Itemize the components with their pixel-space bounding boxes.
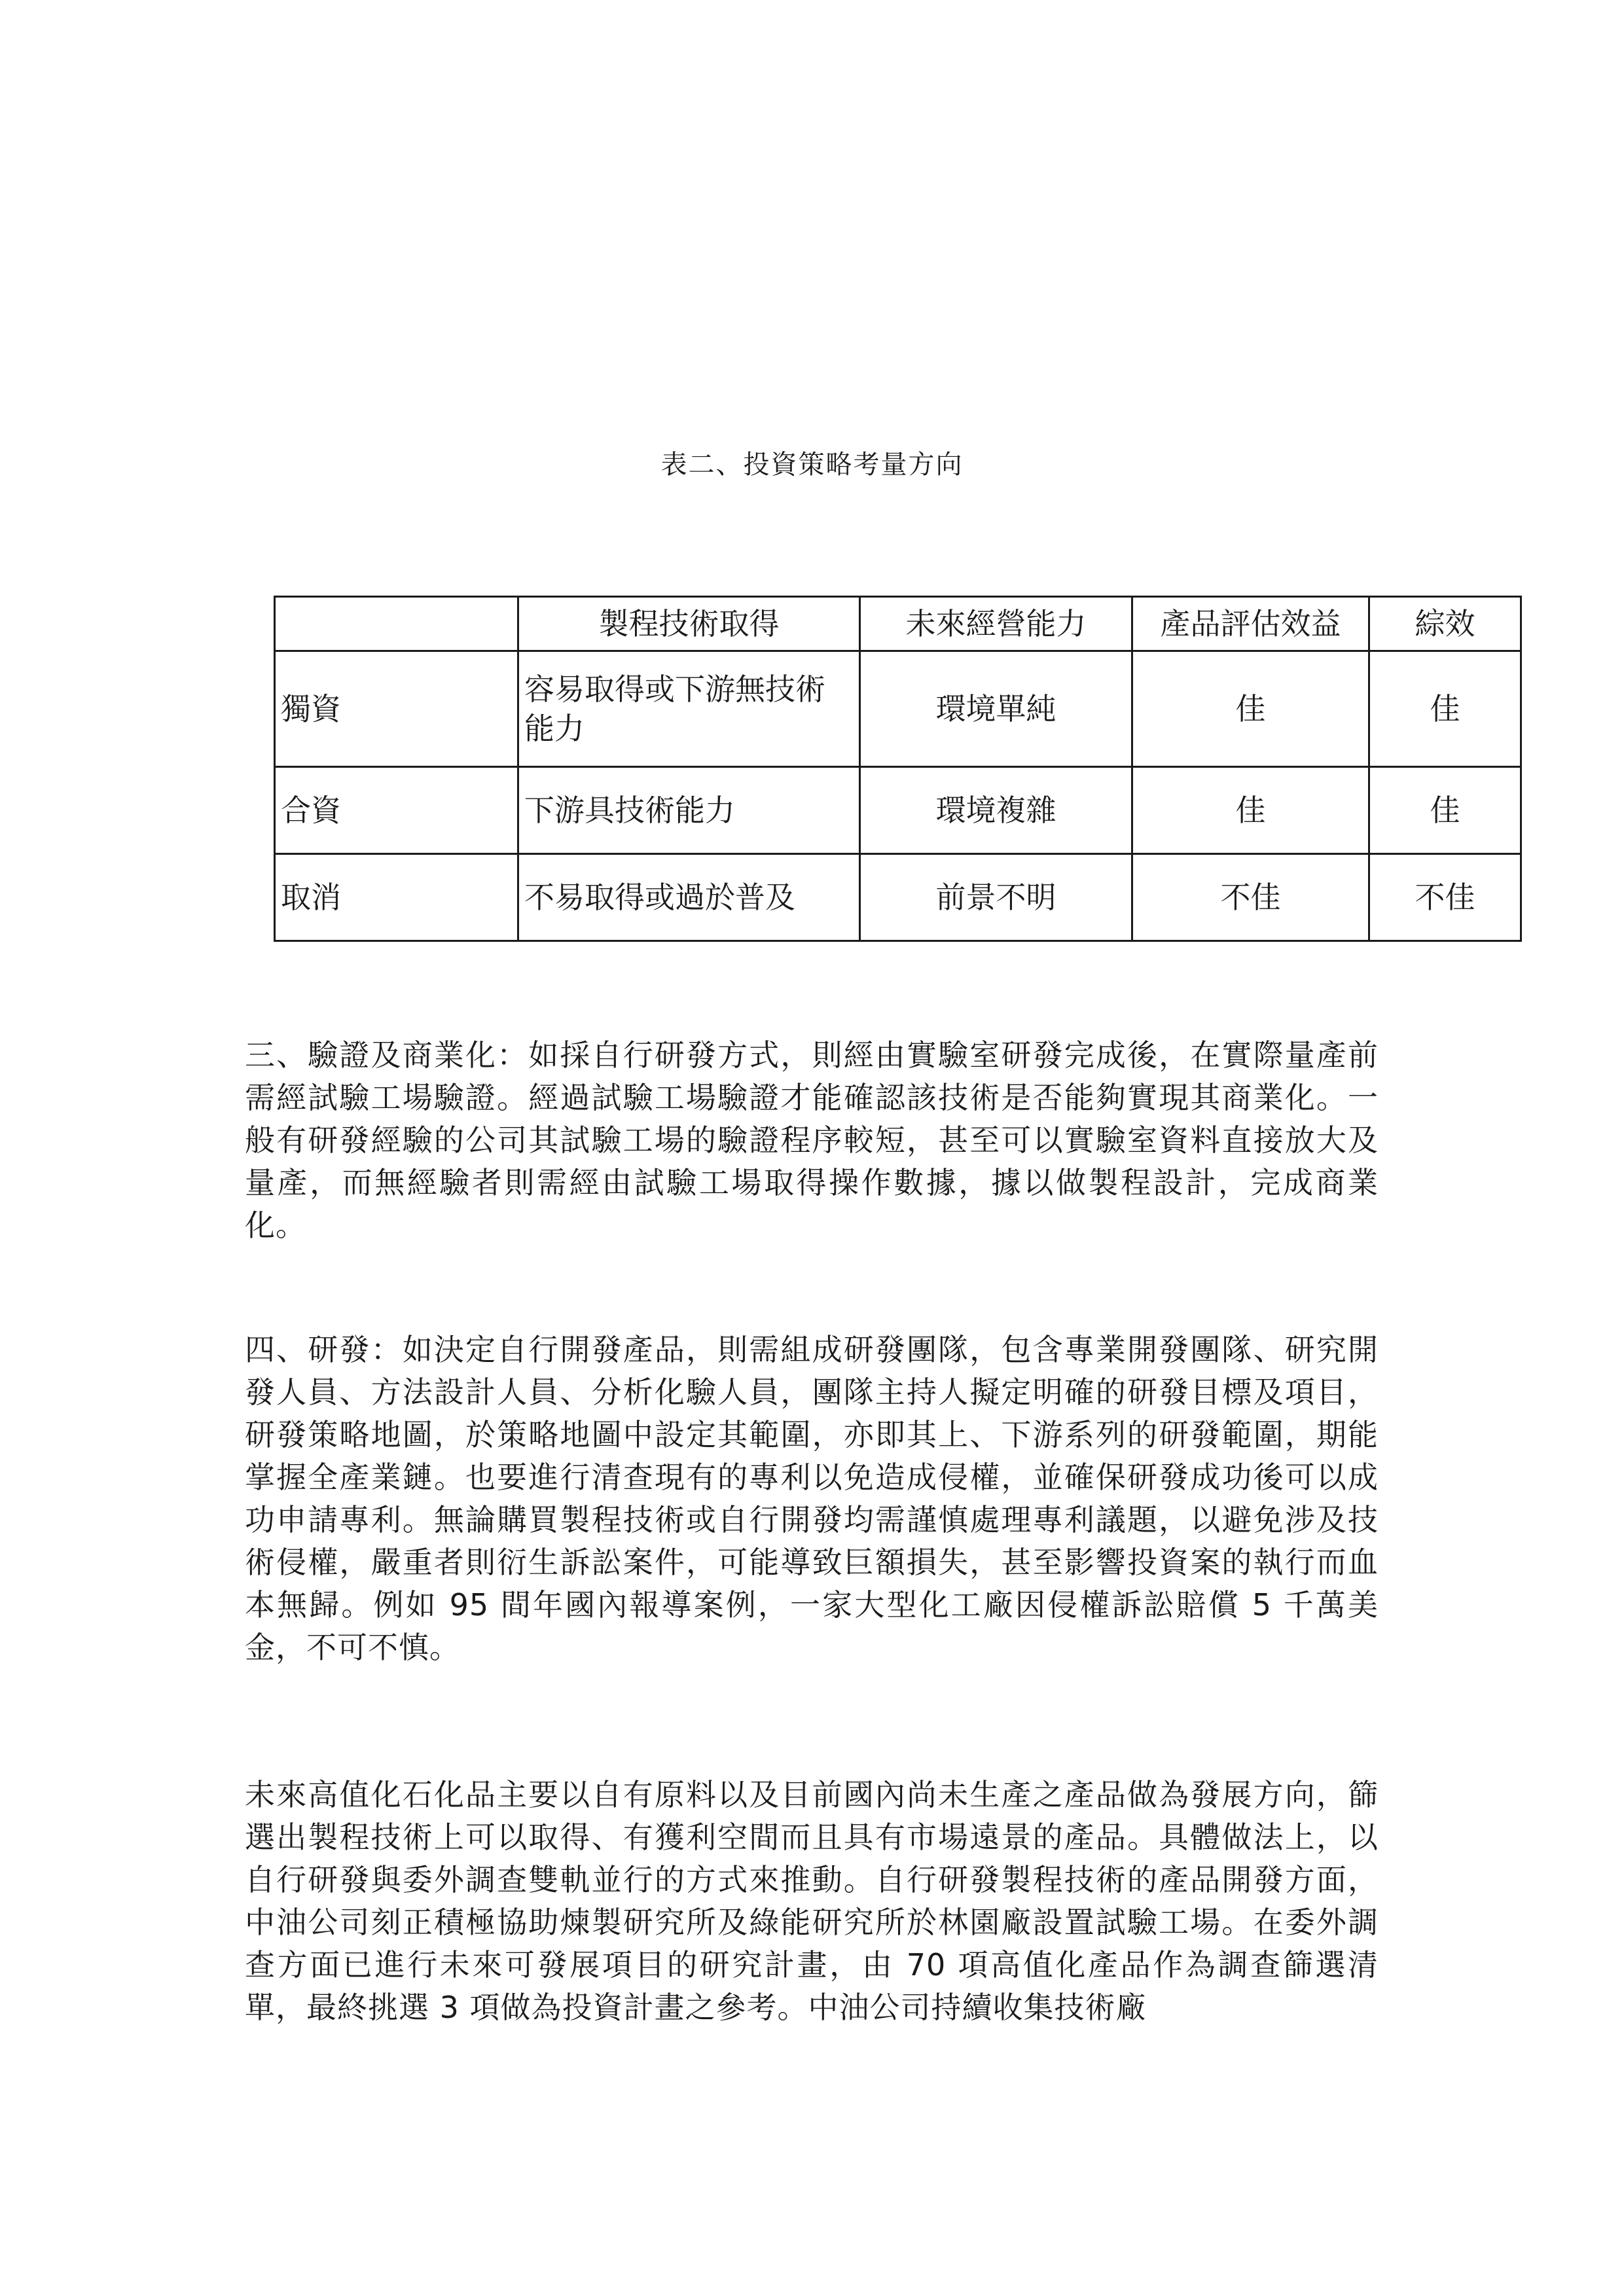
future-development-section — [245, 1774, 1379, 2029]
table-cell: 不佳 — [1369, 854, 1521, 941]
table-cell: 環境單純 — [860, 651, 1132, 767]
table-cell: 不佳 — [1132, 854, 1369, 941]
table-cell: 佳 — [1132, 651, 1369, 767]
table-cell: 容易取得或下游無技術能力 — [518, 651, 860, 767]
table-cell: 佳 — [1132, 767, 1369, 854]
verification-section — [245, 1034, 1379, 1247]
rnd-section — [245, 1329, 1379, 1669]
table-row — [275, 767, 1521, 854]
table-cell: 獨資 — [275, 651, 518, 767]
paragraph: 三、驗證及商業化：如採自行研發方式，則經由實驗室研發完成後，在實際量產前需經試驗工場驗證。經過試驗工場驗證才能確認該技術是否能夠實現其商業化。一般有研發經驗的公司其試驗工場的驗證程序較短，甚至可以實驗室資料直接放大及量產，而無經驗者則需經由試驗工場取得操作數據，據以做製程設計，完成商業化。 — [245, 1037, 1379, 1243]
table-header-row — [275, 597, 1521, 651]
table-cell: 不易取得或過於普及 — [518, 854, 860, 941]
investment-strategy-table — [274, 596, 1522, 942]
table-cell: 下游具技術能力 — [518, 767, 860, 854]
table-cell: 取消 — [275, 854, 518, 941]
table-cell: 佳 — [1369, 767, 1521, 854]
table-row — [275, 651, 1521, 767]
paragraph: 未來高值化石化品主要以自有原料以及目前國內尚未生產之產品做為發展方向，篩選出製程技術上可以取得、有獲利空間而且具有市場遠景的產品。具體做法上，以自行研發與委外調查雙軌並行的方式來推動。自行研發製程技術的產品開發方面，中油公司刻正積極協助煉製研究所及綠能研究所於林園廠設置試驗工場。在委外調查方面已進行未來可發展項目的研究計畫，由 70 項高值化產品作為調查篩選清單，最終挑選 3 項做為投資計畫之參考。中油公司持續收集技術廠 — [245, 1777, 1379, 2025]
table-cell: 合資 — [275, 767, 518, 854]
table-row — [275, 854, 1521, 941]
table-caption: 表二、投資策略考量方向 — [660, 450, 964, 480]
paragraph: 四、研發：如決定自行開發產品，則需組成研發團隊，包含專業開發團隊、研究開發人員、方法設計人員、分析化驗人員，團隊主持人擬定明確的研發目標及項目，研發策略地圖，於策略地圖中設定其範圍，亦即其上、下游系列的研發範圍，期能掌握全產業鏈。也要進行清查現有的專利以免造成侵權，並確保研發成功後可以成功申請專利。無論購買製程技術或自行開發均需謹慎處理專利議題，以避免涉及技術侵權，嚴重者則衍生訴訟案件，可能導致巨額損失，甚至影響投資案的執行而血本無歸。例如 95 間年國內報導案例，一家大型化工廠因侵權訴訟賠償 5 千萬美金，不可不慎。 — [245, 1332, 1379, 1665]
table-cell: 環境複雜 — [860, 767, 1132, 854]
table-cell: 佳 — [1369, 651, 1521, 767]
table-header-cell: 綜效 — [1369, 597, 1521, 651]
table-header-cell: 未來經營能力 — [860, 597, 1132, 651]
table-cell: 前景不明 — [860, 854, 1132, 941]
table-header-cell — [275, 597, 518, 651]
table-header-cell: 產品評估效益 — [1132, 597, 1369, 651]
table-header-cell: 製程技術取得 — [518, 597, 860, 651]
